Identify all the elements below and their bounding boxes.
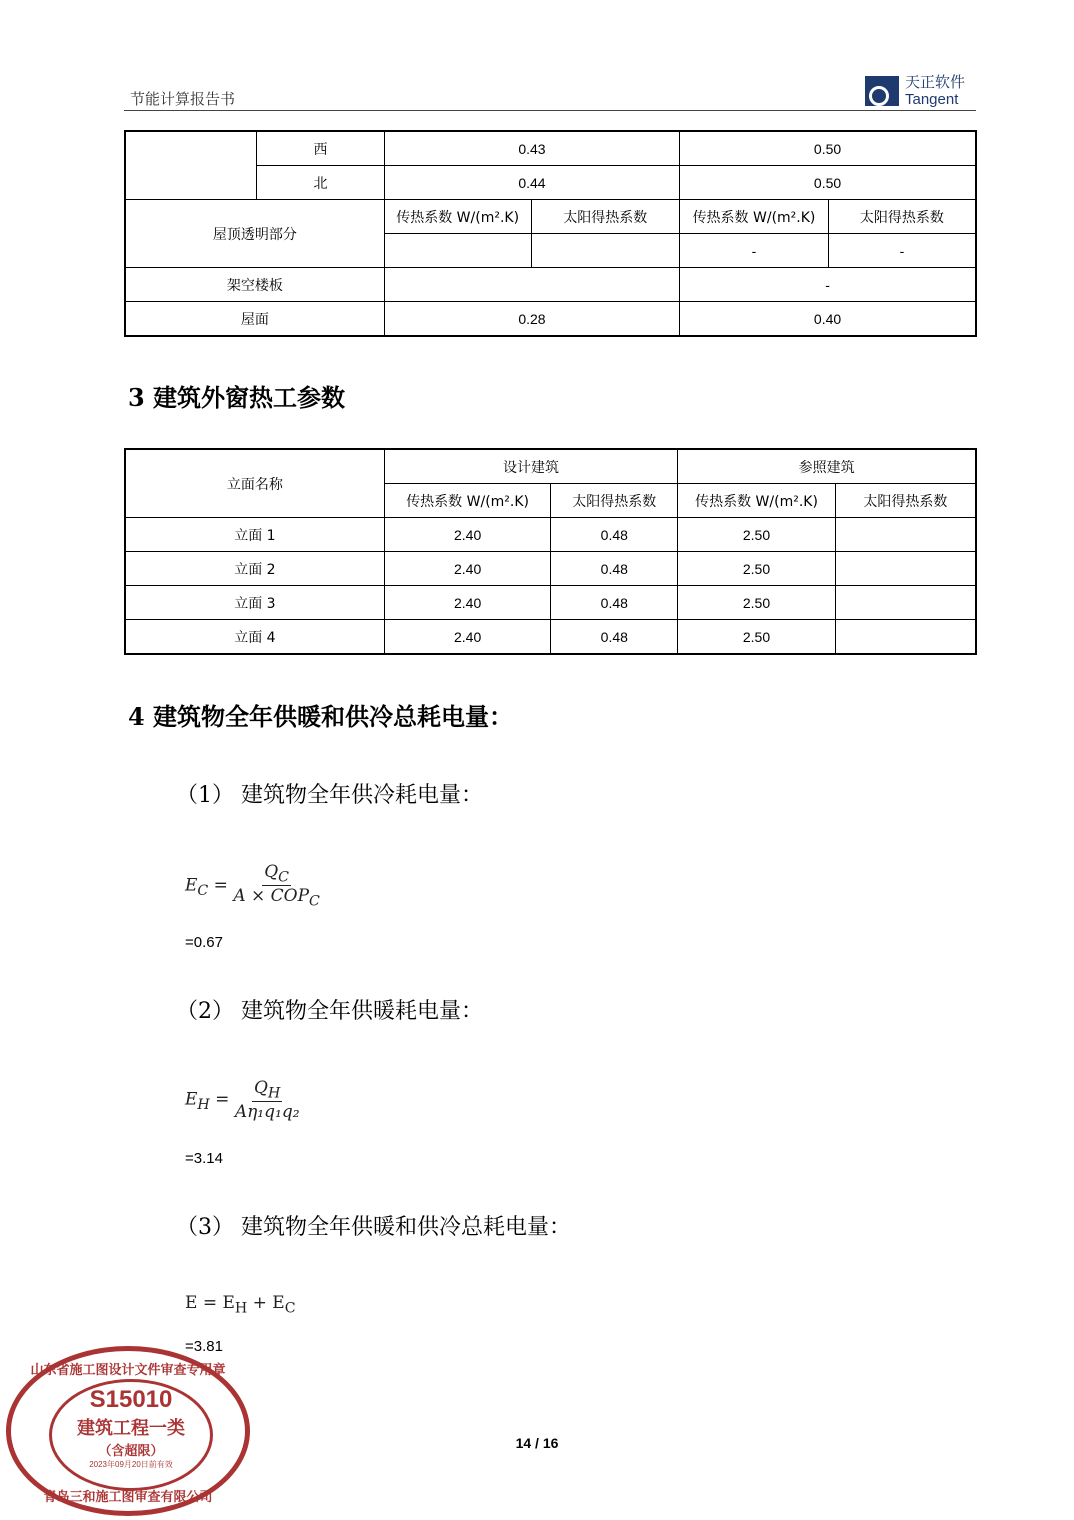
heating-formula: $E_H$ = $\frac{Q_H}{\text{Aη₁q₁q₂}}$ — [185, 1078, 300, 1123]
envelope-table — [124, 130, 977, 337]
tangent-logo — [865, 74, 965, 108]
window-table: 立面名称 设计建筑 参照建筑 传热系数 W/(m².K) 太阳得热系数 传热系数 W/(m².K) 太阳得热系数 立面 1 2.40 0.48 2.50 立面 2 2.40 0.48 2.50 立面 3 2.40 0.48 2.50 立面 4 2.40 0.48 2.50 — [124, 448, 977, 655]
total-result: =3.81 — [185, 1338, 223, 1355]
section-3-heading: 3 建筑外窗热工参数 — [128, 383, 346, 412]
logo-mark-icon — [865, 76, 899, 106]
heating-result: =3.14 — [185, 1150, 223, 1167]
table-row: 屋顶透明部分 传热系数 W/(m².K) 太阳得热系数 传热系数 W/(m².K) 太阳得热系数 — [125, 200, 976, 234]
cooling-result: =0.67 — [185, 934, 223, 951]
header-title: 节能计算报告书 — [130, 90, 236, 108]
subsection-1-heading: （1） 建筑物全年供冷耗电量： — [176, 783, 483, 808]
table-row: 立面 1 2.40 0.48 2.50 — [125, 518, 976, 552]
logo-en: Tangent — [905, 91, 959, 108]
subsection-3-heading: （3） 建筑物全年供暖和供冷总耗电量： — [176, 1215, 571, 1240]
table-row: 立面 4 2.40 0.48 2.50 — [125, 620, 976, 655]
logo-cn: 天正软件 — [905, 74, 966, 91]
table-row: 北 0.44 0.50 — [125, 166, 976, 200]
subsection-2-heading: （2） 建筑物全年供暖耗电量： — [176, 999, 483, 1024]
table-row: 立面 2 2.40 0.48 2.50 — [125, 552, 976, 586]
table-row: 西 0.43 0.50 — [125, 131, 976, 166]
header-divider — [124, 110, 976, 111]
table-row: - - — [125, 234, 976, 268]
review-stamp: 山东省施工图设计文件审查专用章 S15010 建筑工程一类 （含超限） 2023年09月20日前有效 青岛三和施工图审查有限公司 — [6, 1346, 250, 1516]
page-number: 14 / 16 — [515, 1435, 559, 1451]
section-4-heading: 4 建筑物全年供暖和供冷总耗电量： — [128, 702, 514, 731]
table-row: 立面 3 2.40 0.48 2.50 — [125, 586, 976, 620]
total-formula: $E = E_H + E_C$ — [185, 1293, 296, 1317]
table-row: 屋面 0.28 0.40 — [125, 302, 976, 337]
cooling-formula: $E_C$ = $\frac{Q_C}{A \times COP_C}$ — [185, 862, 320, 910]
table-row: 架空楼板 - — [125, 268, 976, 302]
